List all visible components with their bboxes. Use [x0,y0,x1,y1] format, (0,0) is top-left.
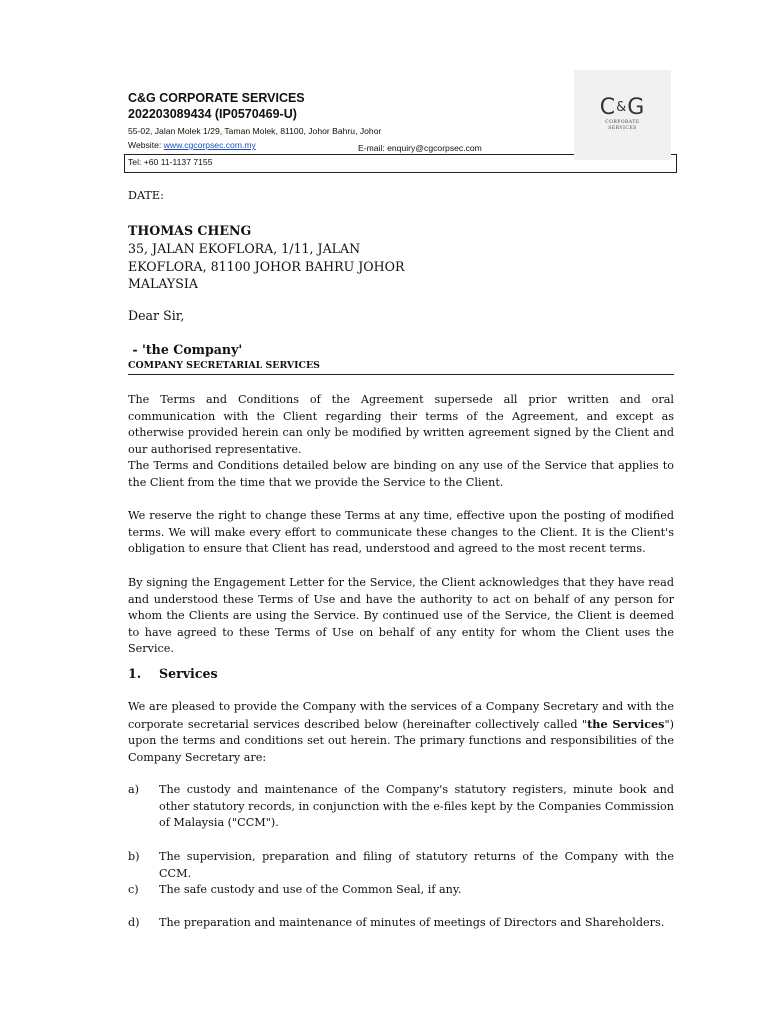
header-box-bottom [124,172,677,173]
section-heading [128,665,218,682]
registration-number: 202203089434 (IP0570469-U) [128,107,297,121]
paragraph: The Terms and Conditions detailed below are binding on any use of the Service that applies to the Client from the time that we provide the Service to the Client. [128,459,674,489]
logo-subtitle-1: CORPORATE [605,120,640,125]
list-item-label: a) [128,783,140,796]
logo-mark: C&G [599,95,646,120]
salutation: Dear Sir, [128,308,185,323]
website-line [128,140,256,151]
services-intro: We are pleased to provide the Company with the services of a Company Secretary and with the corporate secretarial services described below (hereinafter collectively called "the Services") upon the terms and conditions set out herein. The primary functions and responsibilities of the Company Secretary are: [128,700,674,764]
telephone-line: Tel: +60 11-1137 7155 [128,157,213,167]
paragraph: The Terms and Conditions of the Agreement supersede all prior written and oral communication with the Client regarding their terms of the Agreement, and except as otherwise provided herein can only be modified by written agreement signed by the Client and our authorised representative. [128,393,674,456]
logo-subtitle-2: SERVICES [608,126,637,131]
company-logo [574,70,671,160]
list-item-label: b) [128,850,140,863]
website-label: Website: [128,140,162,150]
header-box-right [676,154,677,172]
date-label: DATE: [128,189,164,202]
list-item-text: The preparation and maintenance of minutes of meetings of Directors and Shareholders. [159,916,665,929]
subject-subtitle: COMPANY SECRETARIAL SERVICES [128,359,674,375]
header-box-left [124,154,125,172]
website-link[interactable]: www.cgcorpsec.com.my [163,140,256,150]
section-number: 1. [128,666,142,681]
email-line: E-mail: enquiry@cgcorpsec.com [358,143,482,153]
section-title: Services [159,666,218,681]
recipient-address: 35, JALAN EKOFLORA, 1/11, JALAN EKOFLORA, 81100 JOHOR BAHRU JOHOR MALAYSIA [128,241,405,291]
list-item-text: The custody and maintenance of the Company's statutory registers, minute book and other statutory records, in conjunction with the e-files kept by the Companies Commission of Malaysia ("CCM"). [159,783,674,830]
list-item-text: The safe custody and use of the Common Seal, if any. [159,883,462,896]
list-item-label: c) [128,883,139,896]
company-address: 55-02, Jalan Molek 1/29, Taman Molek, 81100, Johor Bahru, Johor [128,126,382,136]
paragraph: We reserve the right to change these Terms at any time, effective upon the posting of modified terms. We will make every effort to communicate these changes to the Client. It is the Client's obligation to ensure that Client has read, understood and agreed to the most recent terms. [128,509,674,556]
recipient-name: THOMAS CHENG [128,223,252,238]
paragraph: By signing the Engagement Letter for the Service, the Client acknowledges that they have read and understood these Terms of Use and have the authority to act on behalf of any person for whom the Clients are using the Service. By continued use of the Service, the Client is deemed to have agreed to these Terms of Use on behalf of any entity for whom the Client uses the Service. [128,576,674,656]
subject-line: - 'the Company' [128,342,243,357]
company-name: C&G CORPORATE SERVICES [128,91,305,105]
list-item-label: d) [128,916,140,929]
list-item-text: The supervision, preparation and filing of statutory returns of the Company with the CCM. [159,850,674,880]
